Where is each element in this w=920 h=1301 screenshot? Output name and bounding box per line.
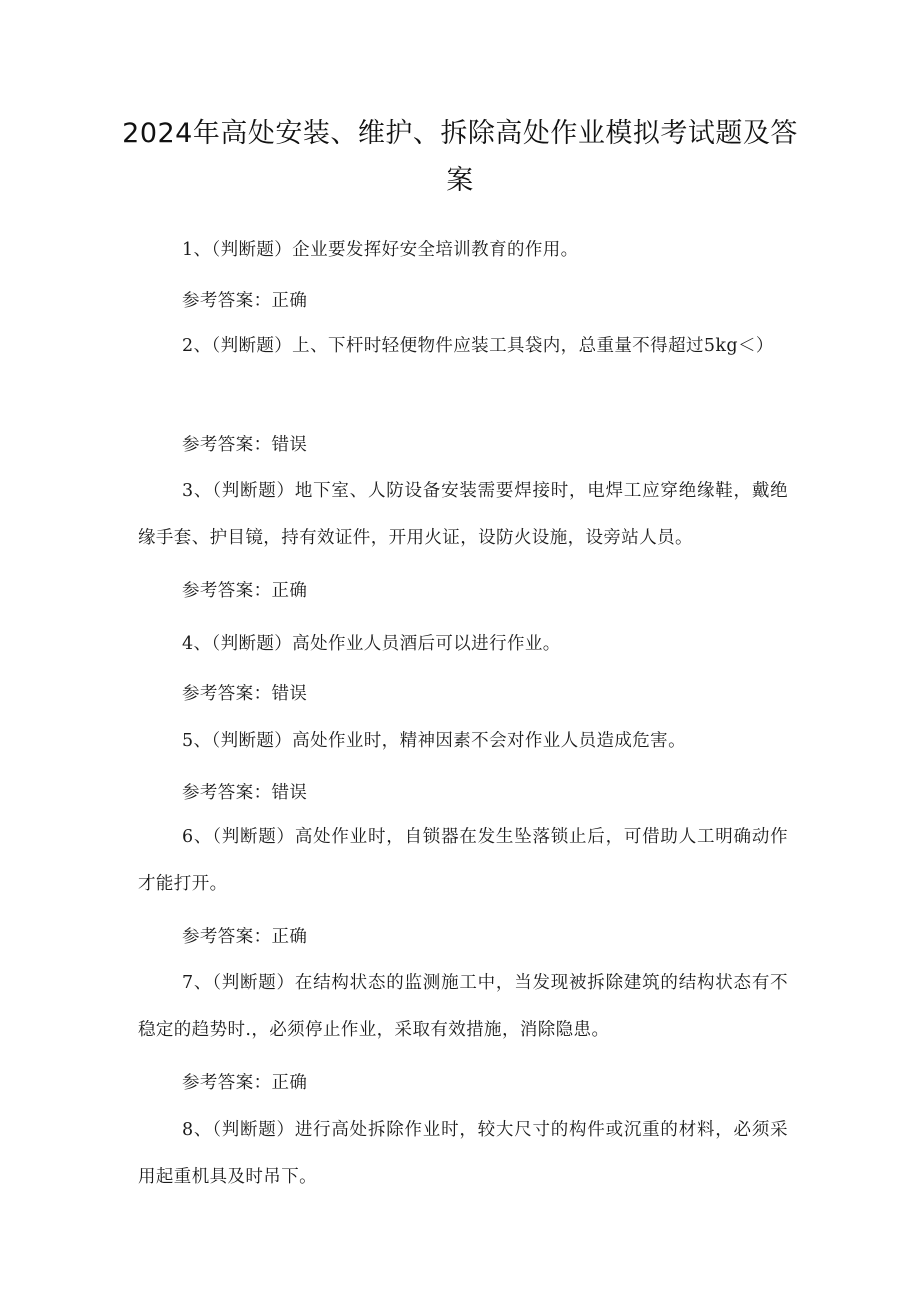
question-4: 4、（判断题）高处作业人员酒后可以进行作业。 [182,634,561,654]
answer-6: 参考答案：正确 [182,927,308,947]
question-2: 2、（判断题）上、下杆时轻便物件应装工具袋内，总重量不得超过5kg＜） [182,336,774,356]
answer-3: 参考答案：正确 [182,581,308,601]
answer-7: 参考答案：正确 [182,1073,308,1093]
answer-5: 参考答案：错误 [182,783,308,803]
question-8: 8、（判断题）进行高处拆除作业时，较大尺寸的构件或沉重的材料，必须采用起重机具及时吊下。 [138,1120,788,1187]
question-7: 7、（判断题）在结构状态的监测施工中，当发现被拆除建筑的结构状态有不稳定的趋势时.，必须停止作业，采取有效措施，消除隐患。 [138,973,788,1040]
question-5: 5、（判断题）高处作业时，精神因素不会对作业人员造成危害。 [182,731,686,751]
answer-4: 参考答案：错误 [182,684,308,704]
question-6: 6、（判断题）高处作业时，自锁器在发生坠落锁止后，可借助人工明确动作才能打开。 [138,827,788,894]
answer-2: 参考答案：错误 [182,435,308,455]
question-3: 3、（判断题）地下室、人防设备安装需要焊接时，电焊工应穿绝缘鞋，戴绝缘手套、护目镜，持有效证件，开用火证，设防火设施，设旁站人员。 [138,481,788,548]
document-title: 2024年高处安装、维护、拆除高处作业模拟考试题及答案 [122,118,798,196]
answer-1: 参考答案：正确 [182,291,308,311]
question-1: 1、（判断题）企业要发挥好安全培训教育的作用。 [182,240,579,260]
